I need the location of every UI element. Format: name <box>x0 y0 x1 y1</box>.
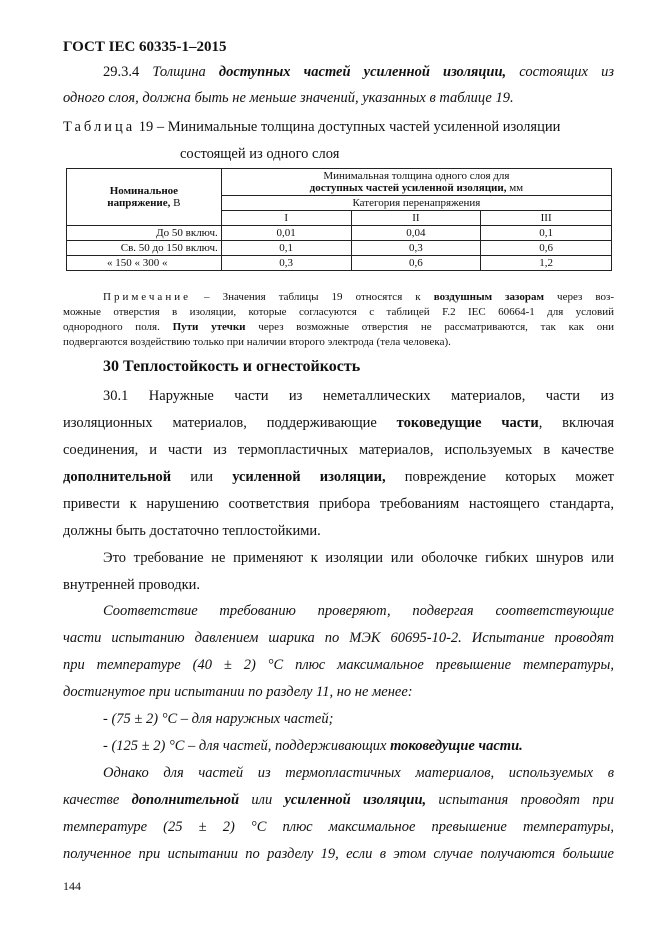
cell: 0,1 <box>221 241 351 256</box>
note-term: воздушным зазорам <box>433 291 544 303</box>
list-text: - (125 ± 2) °С – для частей, поддерживающих <box>103 738 391 754</box>
clause-29-3-4-line-2: одного слоя, должна быть не меньше значений, указанных в таблице 19. <box>63 90 514 106</box>
clause-30-1-line-6: должны быть достаточно теплостойкими. <box>63 523 321 539</box>
header-category-i: I <box>221 211 351 226</box>
row-label: До 50 включ. <box>67 226 222 241</box>
table-caption-word: Таблица <box>63 119 136 135</box>
clause-text: состоящих из <box>506 64 614 80</box>
clause-term: усиленной изоляции, <box>232 469 386 485</box>
cell: 0,1 <box>481 226 612 241</box>
clause-term: доступных частей усиленной изоляции, <box>218 64 507 80</box>
header-text: Номинальное <box>109 185 179 197</box>
however-text: или <box>239 792 285 808</box>
clause-term: токоведущие части <box>396 415 539 431</box>
clause-30-1-line-1: 30.1 Наружные части из неметаллических материалов, части из <box>103 388 614 404</box>
clause-30-1-line-5: привести к нарушению соответствия прибора требованиям настоящего стандарта, <box>63 496 614 512</box>
cell: 0,6 <box>351 256 481 271</box>
note-text: однородного поля. <box>63 321 173 333</box>
compliance-line-2: части испытанию давлением шарика по МЭК 60695-10-2. Испытание проводят <box>63 630 614 646</box>
header-nominal-voltage <box>67 169 222 226</box>
requirement-line-2: внутренней проводки. <box>63 577 201 593</box>
clause-text: Толщина <box>139 64 219 80</box>
clause-text: , включая <box>538 415 614 431</box>
list-term: токоведущие части. <box>390 738 523 754</box>
header-text: Минимальная толщина одного слоя для <box>323 170 510 182</box>
cell: 0,3 <box>221 256 351 271</box>
cell: 0,3 <box>351 241 481 256</box>
header-category-iii: III <box>481 211 612 226</box>
header-text: В <box>170 197 181 209</box>
clause-number: 29.3.4 <box>103 64 140 80</box>
however-text: качестве <box>63 792 132 808</box>
section-title: 30 Теплостойкость и огнестойкость <box>103 358 361 375</box>
compliance-line-4: достигнутое при испытании по разделу 11, но не менее: <box>63 684 413 700</box>
note-term: Пути утечки <box>172 321 246 333</box>
table-note-line-2: можные отверстия в изоляции, которые согласуются с таблицей F.2 IEC 60664-1 для условий <box>63 306 614 318</box>
table-note-line-1 <box>103 290 614 305</box>
cell: 0,04 <box>351 226 481 241</box>
clause-text: или <box>171 469 233 485</box>
table-19 <box>66 168 612 271</box>
however-line-4: полученное при испытании по разделу 19, если в этом случае получаются большие <box>63 846 614 862</box>
cell: 0,01 <box>221 226 351 241</box>
note-text: – Значения таблицы 19 относятся к <box>190 291 434 303</box>
document-header: ГОСТ IEC 60335-1–2015 <box>63 39 227 55</box>
header-category-ii: II <box>351 211 481 226</box>
page-number: 144 <box>63 879 81 893</box>
header-text: напряжение, <box>107 197 171 209</box>
however-line-2 <box>63 790 614 810</box>
note-text: через возможные отверстия не рассматриваются, так как они <box>245 321 614 333</box>
clause-30-1-line-2 <box>63 413 614 433</box>
table-caption-line-2: состоящей из одного слоя <box>180 146 340 162</box>
clause-text: изоляционных материалов, поддерживающие <box>63 415 397 431</box>
list-item-2 <box>103 736 654 756</box>
clause-30-1-line-4 <box>63 467 614 487</box>
table-row <box>67 241 612 256</box>
header-text: мм <box>506 182 524 194</box>
table-row <box>67 226 612 241</box>
table-row <box>67 256 612 271</box>
header-text: доступных частей усиленной изоляции, <box>309 182 507 194</box>
however-term: усиленной изоляции, <box>284 792 427 808</box>
table-caption-text: 19 – Минимальные толщина доступных частей усиленной изоляции <box>135 119 561 135</box>
note-text: через воз- <box>544 291 614 303</box>
header-overvoltage-category: Категория перенапряжения <box>221 196 611 211</box>
however-line-1: Однако для частей из термопластичных материалов, используемых в <box>103 765 614 781</box>
however-line-3: температуре (25 ± 2) °С плюс максимальное превышение температуры, <box>63 819 614 835</box>
table-caption <box>63 117 614 137</box>
row-label: Св. 50 до 150 включ. <box>67 241 222 256</box>
however-text: испытания проводят при <box>426 792 615 808</box>
requirement-line-1: Это требование не применяют к изоляции или оболочке гибких шнуров или <box>103 550 614 566</box>
list-item-1: - (75 ± 2) °С – для наружных частей; <box>103 711 334 727</box>
clause-30-1-line-3: соединения, и части из термопластичных материалов, используемых в качестве <box>63 442 614 458</box>
note-label: Примечание <box>103 291 191 303</box>
cell: 1,2 <box>481 256 612 271</box>
clause-text: повреждение которых может <box>385 469 614 485</box>
compliance-line-1: Соответствие требованию проверяют, подвергая соответствующие <box>103 603 614 619</box>
cell: 0,6 <box>481 241 612 256</box>
header-min-thickness <box>221 169 611 196</box>
table-note-line-3 <box>63 320 614 335</box>
clause-29-3-4-line-1 <box>103 62 614 82</box>
table-note-line-4: подвергаются воздействию только при наличии второго электрода (тела человека). <box>63 336 451 348</box>
compliance-line-3: при температуре (40 ± 2) °С плюс максимальное превышение температуры, <box>63 657 614 673</box>
clause-term: дополнительной <box>63 469 172 485</box>
however-term: дополнительной <box>131 792 240 808</box>
row-label: « 150 « 300 « <box>67 256 222 271</box>
